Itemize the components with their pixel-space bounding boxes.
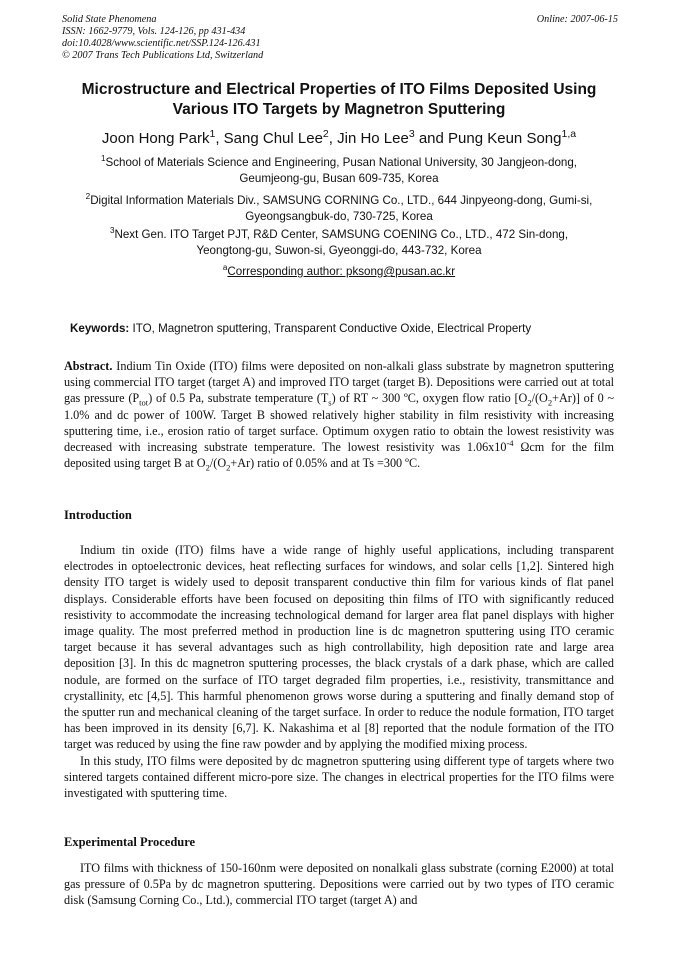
author-list: Joon Hong Park$^1$, Sang Chul Lee$^2$, Jin Ho Lee$^3$ and Pung Keun Song$^{1,a}$ <box>101 128 577 147</box>
affiliation-line: Geumjeong-gu, Busan 609-735, Korea <box>239 172 439 185</box>
affiliation-line: School of Materials Science and Engineering, Pusan National University, 30 Jangjeon-dong, <box>105 156 578 169</box>
abstract <box>64 358 614 471</box>
author-affiliation-mark: 2 <box>322 128 329 140</box>
introduction-paragraph: In this study, ITO films were deposited by dc magnetron sputtering using different type of targets where two sintered targets contained different micro-pore size. The changes in electrical properties for the ITO films were investigated with sputtering time. <box>64 753 614 801</box>
affiliation-3 <box>58 227 620 259</box>
keywords-text: ITO, Magnetron sputtering, Transparent Conductive Oxide, Electrical Property <box>132 322 532 335</box>
online-date: Online: 2007-06-15 <box>536 14 618 25</box>
author-affiliation-mark: 1 <box>209 128 216 140</box>
abstract-text: Indium Tin Oxide (ITO) films were deposited on non-alkali glass substrate by magnetron sputtering using commercial ITO target (target A) and improved ITO target (target B). Depositions were carried out at total gas pressure (P <box>64 359 614 406</box>
copyright-line: © 2007 Trans Tech Publications Ltd, Switzerland <box>62 50 264 61</box>
author-name: Joon Hong Park <box>101 130 210 147</box>
author-affiliation-mark: 3 <box>408 128 415 140</box>
abstract-subscript: s <box>328 397 332 408</box>
corresponding-mark: a <box>222 263 228 273</box>
affiliation-line: Yeongtong-gu, Suwon-si, Gyeonggi-do, 443-732, Korea <box>196 244 482 257</box>
abstract-subscript: tot <box>139 397 149 408</box>
introduction-paragraph: Indium tin oxide (ITO) films have a wide range of highly useful applications, including transparent electrodes in optoelectronic devices, heat reflecting surfaces for windows, and solar cells [1,2]. Sintered high density ITO target is widely used to deposit transparent conductive thin film for various kinds of flat panel displays. Considerable efforts have been focused on depositing thin films of ITO with significantly reduced resistivity to accommodate the increasing technological demand for larger area flat panel displays with higher image quality. The most preferred method in production line is dc magnetron sputtering using ITO ceramic target because it has several advantages such as high controllability, high deposition rate and large area deposition [3]. In this dc magnetron sputtering processes, the black crystals of a dark phase, which are called nodule, are formed on the surface of ITO target degraded film properties, i.e., resistivity, transmittance and crystallinity, etc [4,5]. This harmful phenomenon grows worse during a sputtering and finally demand stop of the sputter run and mechanical cleaning of the target surface. In order to reduce the nodule formation, ITO target has been improved in its density [6,7]. K. Nakashima et al [8] reported that the nodule formation of the ITO target was reduced by using the fine raw powder and by applying the modified mixing process. <box>64 543 614 752</box>
author-name: Sang Chul Lee <box>223 130 323 147</box>
author-name: Jin Ho Lee <box>337 130 409 147</box>
introduction-body <box>64 542 614 801</box>
abstract-text: +Ar)] of 0 ~ 1.0% and dc power of 100W. Target B showed relatively higher stability in film resistivity with increasing sputtering time, i.e., erosion ratio of target surface. Optimum oxygen ratio to obtain the lowest resistivity was decreased with increasing substrate temperature. The lowest resistivity was 1.06x10 <box>64 391 614 455</box>
abstract-text: Ωcm for the film deposited using target B at O <box>64 440 614 471</box>
corresponding-author-link[interactable]: Corresponding author: pksong@pusan.ac.kr <box>227 265 456 278</box>
affiliation-mark: 3 <box>109 226 115 236</box>
experimental-paragraph: ITO films with thickness of 150-160nm were deposited on nonalkali glass substrate (corning E2000) at total gas pressure of 0.5Pa by dc magnetron sputtering. Depositions were carried out by two types of ITO ceramic disk (Samsung Corning Co., Ltd.), commercial ITO target (target A) and <box>64 861 614 908</box>
author-conjunction: and <box>418 130 444 147</box>
abstract-text: +Ar) ratio of 0.05% and at Ts =300 ºC. <box>230 456 421 471</box>
corresponding-author <box>40 264 638 280</box>
affiliation-2 <box>58 193 620 225</box>
abstract-text: /(O <box>531 391 548 406</box>
affiliation-line: Gyeongsangbuk-do, 730-725, Korea <box>245 210 433 223</box>
author-affiliation-mark: 1,a <box>561 128 577 140</box>
affiliation-line: Next Gen. ITO Target PJT, R&D Center, SAMSUNG COENING Co., LTD., 472 Sin-dong, <box>114 228 569 241</box>
affiliation-line: Digital Information Materials Div., SAMSUNG CORNING Co., LTD., 644 Jinpyeong-dong, Gumi-si, <box>90 194 593 207</box>
title-line-2: Various ITO Targets by Magnetron Sputtering <box>172 101 506 118</box>
affiliation-1 <box>58 155 620 187</box>
abstract-subscript: 2 <box>226 462 231 473</box>
abstract-subscript: 2 <box>547 397 553 408</box>
introduction-heading: Introduction <box>64 508 132 522</box>
abstract-text: /(O <box>209 456 227 471</box>
paper-title <box>40 80 638 120</box>
journal-name: Solid State Phenomena <box>62 14 157 25</box>
doi-line: doi:10.4028/www.scientific.net/SSP.124-126.431 <box>62 38 261 49</box>
author-name: Pung Keun Song <box>448 130 562 147</box>
experimental-heading: Experimental Procedure <box>64 835 196 849</box>
issn-line: ISSN: 1662-9779, Vols. 124-126, pp 431-434 <box>62 26 246 37</box>
experimental-body <box>64 860 614 909</box>
abstract-text: ) of RT ~ 300 ºC, oxygen flow ratio [O <box>331 391 528 406</box>
affiliation-mark: 1 <box>100 154 106 164</box>
abstract-text: ) of 0.5 Pa, substrate temperature (T <box>148 391 329 406</box>
keywords <box>70 321 630 337</box>
abstract-subscript: 2 <box>527 397 532 408</box>
abstract-superscript: -4 <box>506 437 514 448</box>
abstract-subscript: 2 <box>205 462 210 473</box>
abstract-label: Abstract. <box>64 359 113 373</box>
title-line-1: Microstructure and Electrical Properties of ITO Films Deposited Using <box>81 81 597 98</box>
keywords-label: Keywords: <box>70 322 130 335</box>
journal-header <box>62 14 618 62</box>
affiliation-mark: 2 <box>85 192 91 202</box>
